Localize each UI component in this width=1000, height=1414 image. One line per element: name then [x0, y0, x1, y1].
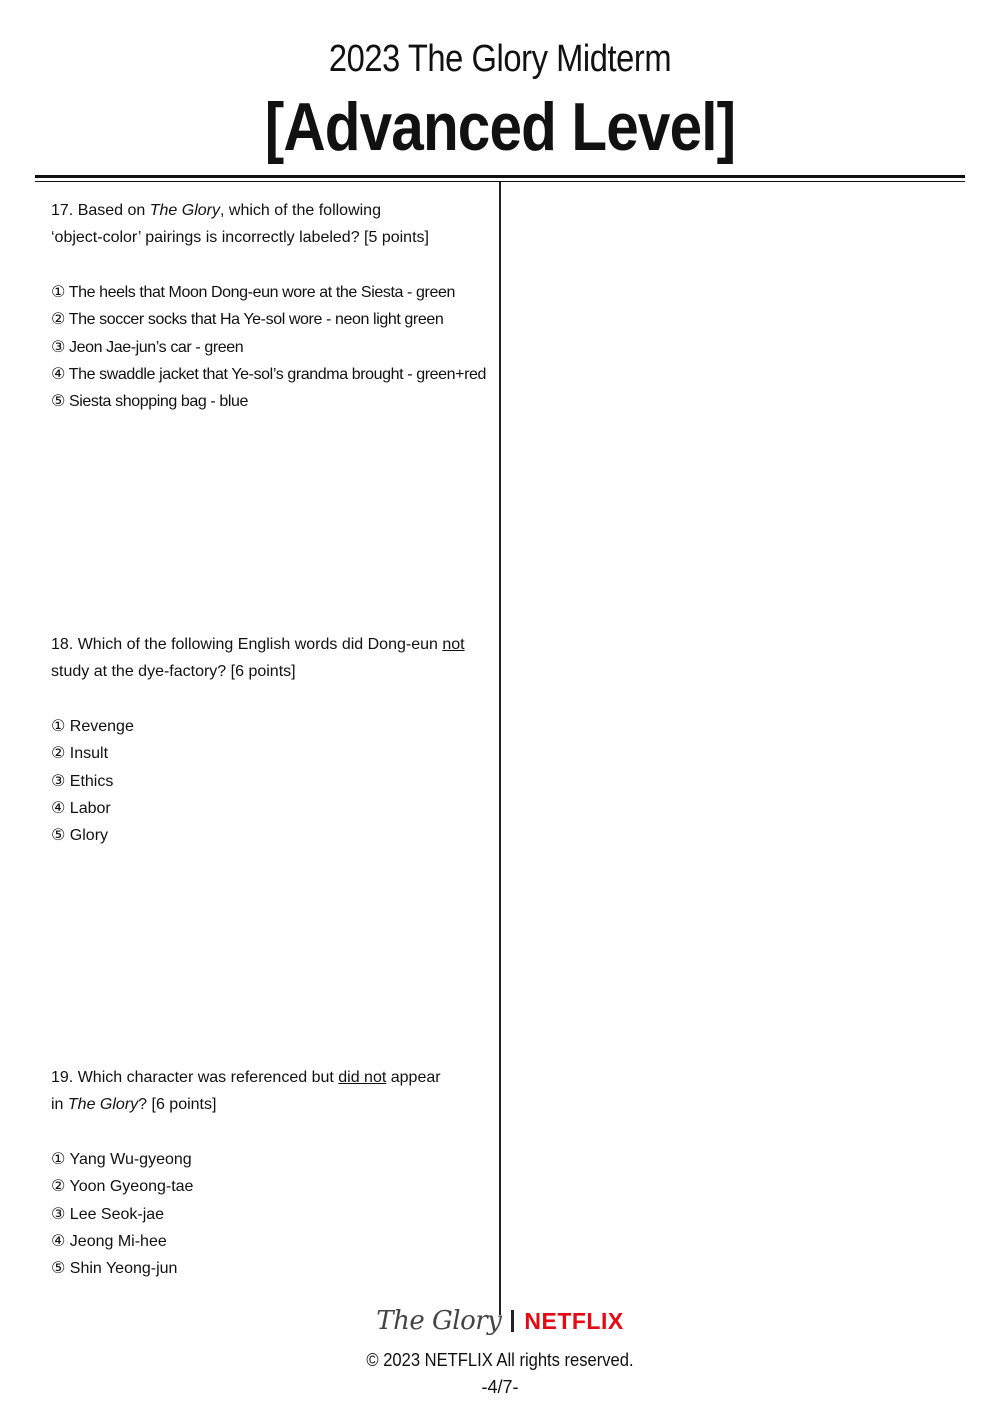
question-19-line2-start: in	[51, 1096, 68, 1113]
question-19-line2-end: ? [6 points]	[138, 1096, 217, 1113]
question-17-prefix: 17. Based on	[51, 202, 150, 219]
option[interactable]: ② The soccer socks that Ha Ye-sol wore - neon light green	[51, 311, 444, 329]
question-19-stem	[51, 1064, 496, 1118]
option[interactable]: ④ Jeong Mi-hee	[51, 1232, 167, 1250]
option[interactable]: ③ Ethics	[51, 772, 114, 790]
option[interactable]: ② Insult	[51, 745, 109, 763]
question-17-line2: ‘object-color’ pairings is incorrectly labeled? [5 points]	[51, 229, 429, 246]
question-18-stem	[51, 631, 496, 685]
option[interactable]: ① Revenge	[51, 718, 134, 735]
question-17	[51, 197, 496, 415]
page-number: -4/7-	[481, 1377, 519, 1397]
option[interactable]: ② Yoon Gyeong-tae	[51, 1178, 194, 1196]
question-17-options	[51, 279, 496, 415]
exam-level-title: [Advanced Level]	[264, 89, 736, 165]
option[interactable]: ④ Labor	[51, 799, 111, 817]
question-17-stem	[51, 197, 496, 251]
column-divider	[499, 182, 501, 1315]
footer-logo	[0, 1306, 1000, 1336]
question-18	[51, 631, 496, 849]
option[interactable]: ④ The swaddle jacket that Ye-sol’s grandma brought - green+red	[51, 365, 487, 383]
the-glory-logo: The Glory	[376, 1306, 502, 1336]
option[interactable]: ③ Lee Seok-jae	[51, 1205, 165, 1223]
netflix-logo: NETFLIX	[524, 1307, 624, 1334]
question-19-italic-title: The Glory	[67, 1096, 139, 1113]
question-18-options	[51, 713, 496, 849]
question-18-part1: 18. Which of the following English words did Dong-eun	[51, 636, 443, 653]
question-19-underlined: did not	[338, 1069, 387, 1086]
option[interactable]: ⑤ Shin Yeong-jun	[51, 1260, 178, 1278]
option[interactable]: ① The heels that Moon Dong-eun wore at the Siesta - green	[51, 284, 455, 301]
header-rule-thick	[35, 175, 965, 178]
question-19-part2: appear	[386, 1069, 441, 1086]
question-17-italic-title: The Glory	[149, 202, 220, 219]
question-19	[51, 1064, 496, 1282]
question-18-line2: study at the dye-factory? [6 points]	[51, 663, 296, 680]
option[interactable]: ③ Jeon Jae-jun’s car - green	[51, 338, 244, 356]
logo-separator	[511, 1310, 514, 1332]
question-17-line1-end: , which of the following	[220, 202, 381, 219]
question-19-options	[51, 1146, 496, 1282]
question-18-underlined: not	[442, 636, 465, 653]
option[interactable]: ① Yang Wu-gyeong	[51, 1151, 192, 1168]
option[interactable]: ⑤ Glory	[51, 827, 109, 845]
option[interactable]: ⑤ Siesta shopping bag - blue	[51, 393, 249, 411]
copyright-notice: © 2023 NETFLIX All rights reserved.	[366, 1350, 634, 1370]
exam-subtitle: 2023 The Glory Midterm	[328, 38, 672, 80]
question-19-part1: 19. Which character was referenced but	[51, 1069, 339, 1086]
